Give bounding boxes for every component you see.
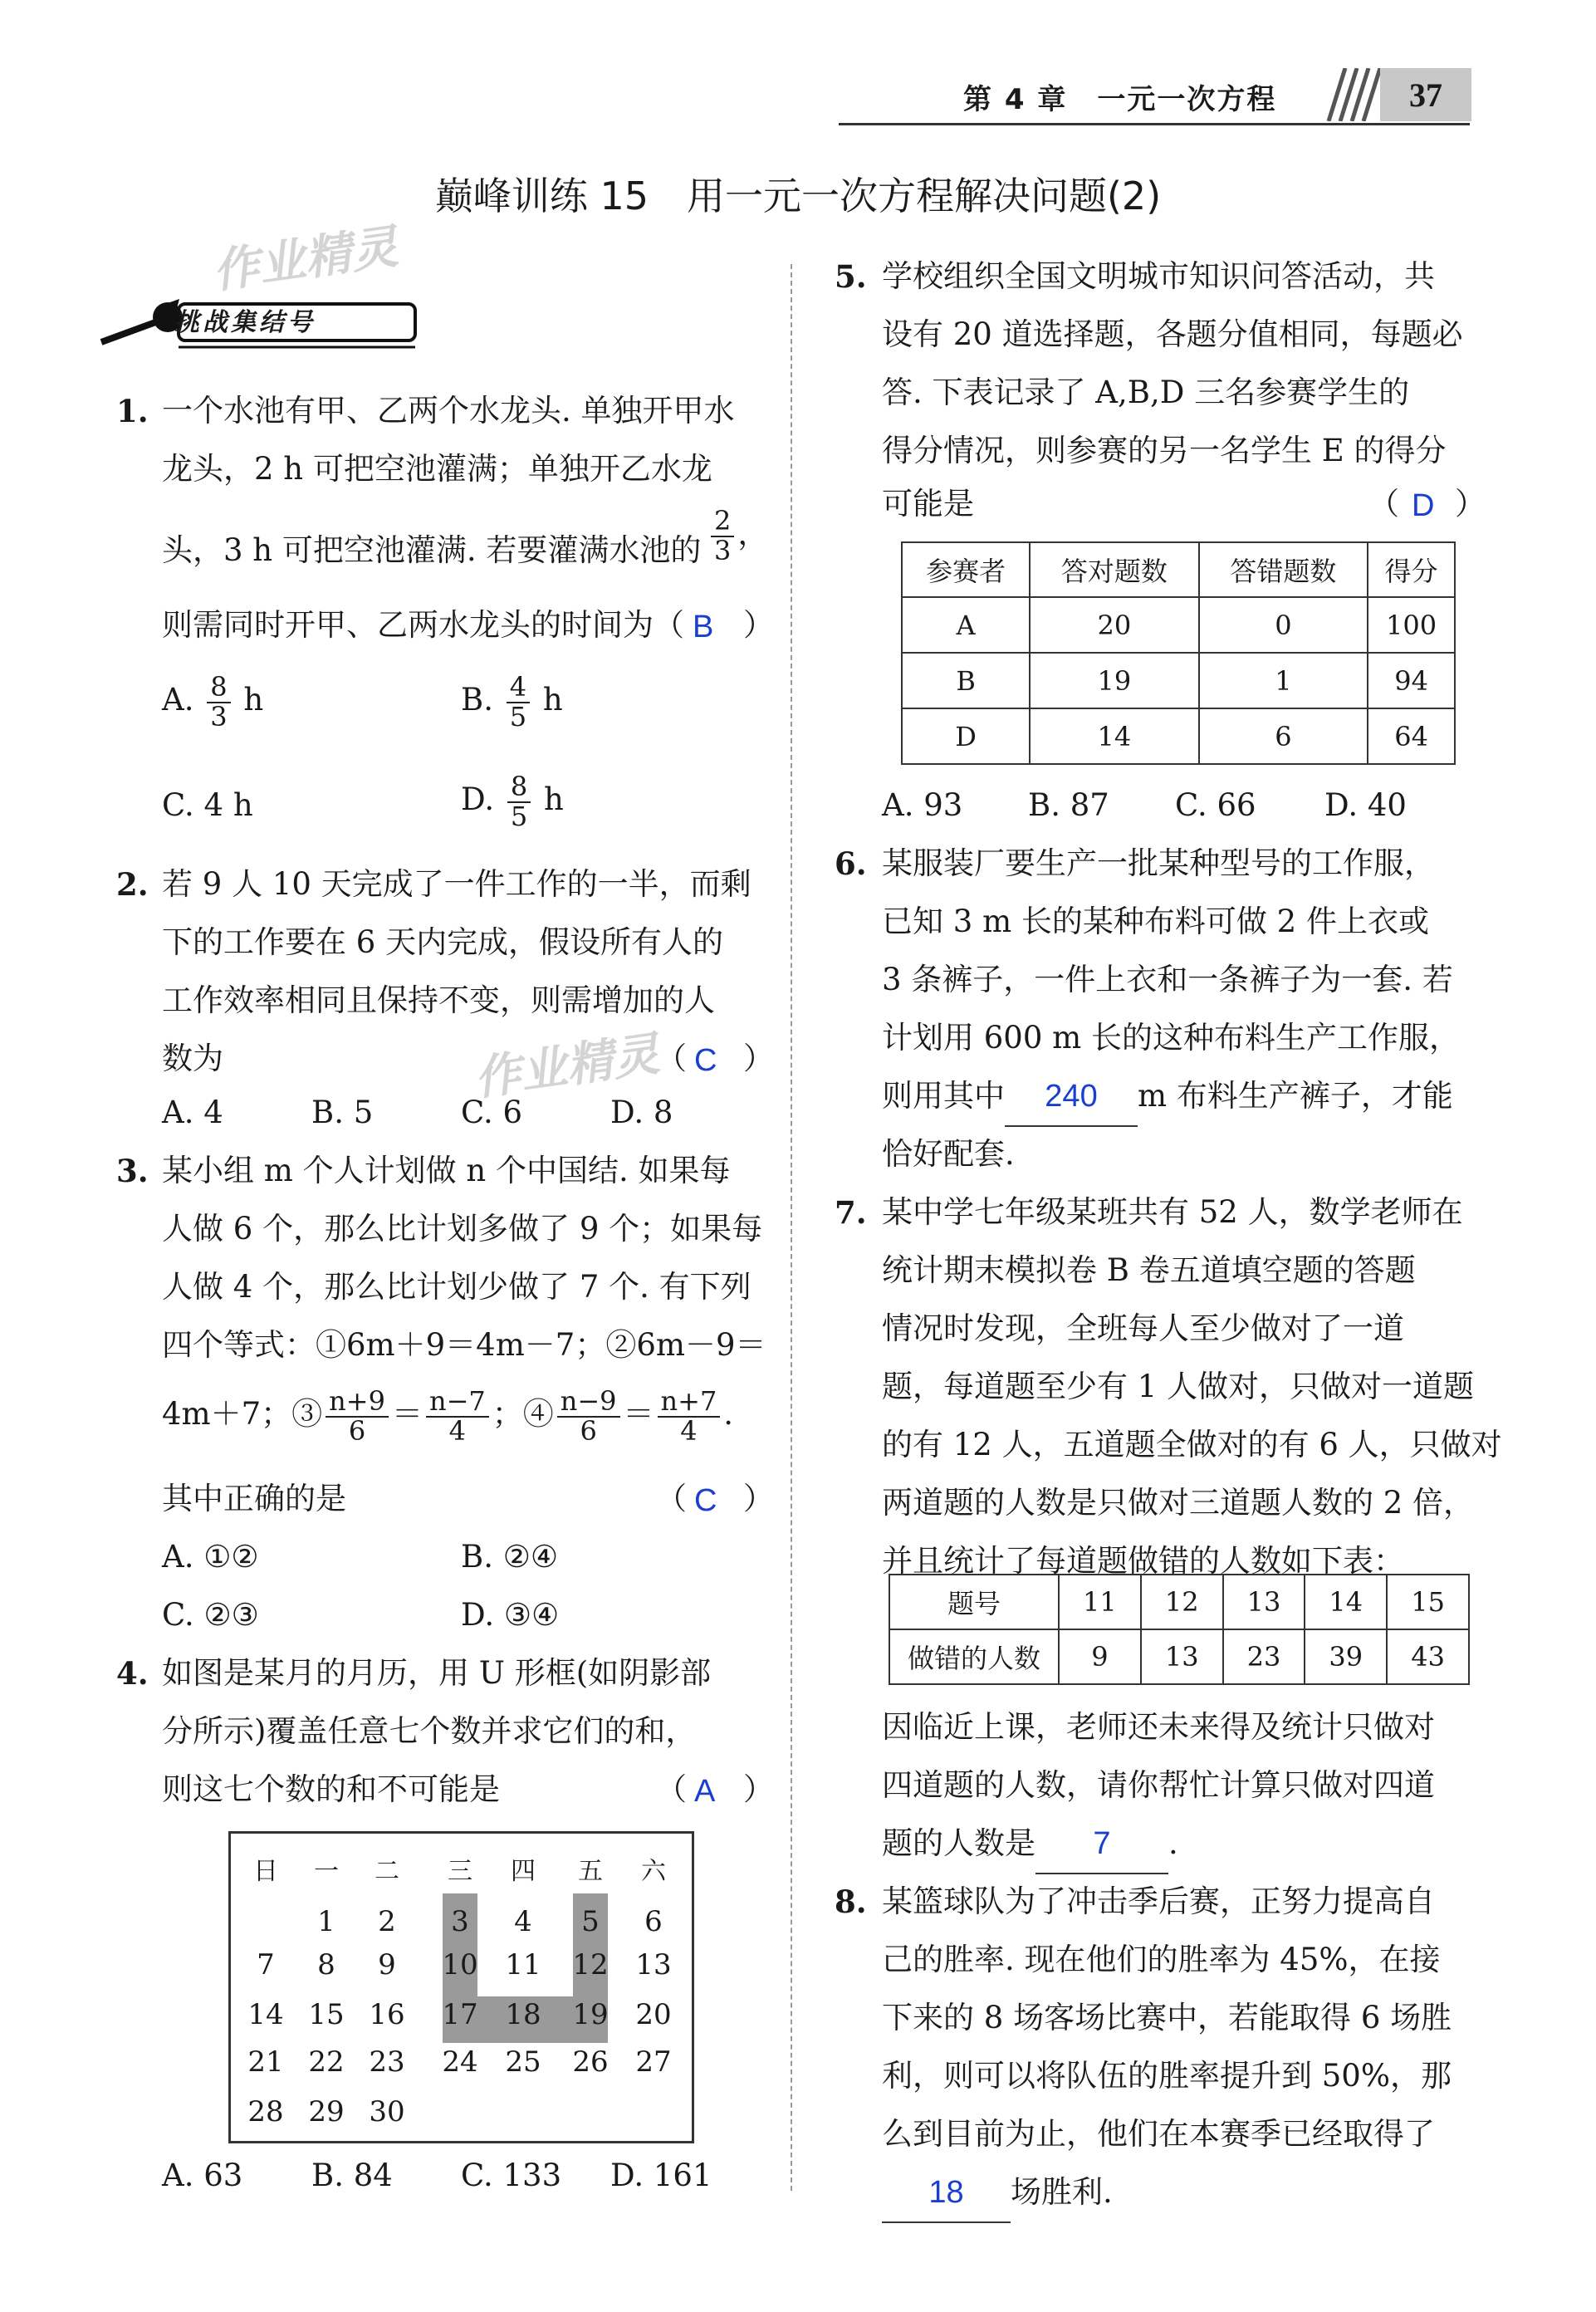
calendar-date: 11 (505, 1948, 541, 1981)
table-cell: 19 (1030, 653, 1198, 708)
calendar-date: 2 (378, 1905, 396, 1938)
question-text-line: 因临近上课，老师还未来得及统计只做对 (882, 1709, 1435, 1745)
calendar-date: 10 (442, 1948, 478, 1981)
table-row (902, 708, 1455, 764)
paren-open: （ (656, 1041, 687, 1076)
calendar-weekday: 四 (511, 1857, 536, 1886)
option-a: A. 63 (162, 2158, 243, 2193)
table-cell: 39 (1305, 1629, 1387, 1684)
question-text-line: 某小组 m 个人计划做 n 个中国结. 如果每 (162, 1153, 731, 1188)
calendar-date: 26 (572, 2045, 609, 2079)
paren-close: ） (743, 607, 774, 643)
option-a: A. ①② (162, 1539, 259, 1575)
option-c: C. 66 (1175, 787, 1256, 823)
question-text-line: 分所示)覆盖任意七个数并求它们的和， (162, 1713, 697, 1749)
calendar-date: 16 (369, 1998, 405, 2031)
calendar-date: 30 (369, 2095, 405, 2128)
table-cell: 23 (1223, 1629, 1305, 1684)
option-c: C. 133 (461, 2158, 562, 2193)
question-text-line: 并且统计了每道题做错的人数如下表： (882, 1543, 1404, 1579)
calendar-date: 24 (442, 2045, 478, 2079)
question-text-line: 人做 6 个，那么比计划多做了 9 个；如果每 (162, 1211, 763, 1247)
option-b: B. ②④ (461, 1539, 559, 1575)
table-cell: A (902, 597, 1030, 653)
calendar-date: 5 (581, 1905, 600, 1938)
question-text-line: 统计期末模拟卷 B 卷五道填空题的答题 (882, 1252, 1416, 1288)
equation-line: 4m＋7；③ $\frac{n+9}{6}$ ＝ $\frac{n-7}{4}$ ；④ $\frac{n-9}{6}$ ＝ $\frac{n+7}{4}$ . (162, 1384, 734, 1447)
question-text-line: 头，3 h 可把空池灌满. 若要灌满水池的 (162, 532, 702, 568)
calendar-date: 21 (247, 2045, 284, 2079)
question-text-line: 学校组织全国文明城市知识问答活动，共 (882, 258, 1435, 294)
calendar-date: 23 (369, 2045, 405, 2079)
question-text-line: 的有 12 人，五道题全做对的有 6 人，只做对 (882, 1427, 1502, 1462)
question-text-line: 计划用 600 m 长的这种布料生产工作服， (882, 1020, 1460, 1056)
calendar-weekday: 一 (314, 1857, 339, 1886)
question-text-line: 某服装厂要生产一批某种型号的工作服， (882, 845, 1435, 881)
question-text-line: 若 9 人 10 天完成了一件工作的一半，而剩 (162, 866, 751, 902)
section-badge-label: 挑战集结号 (174, 308, 316, 337)
watermark: 作业精灵 (471, 1026, 663, 1107)
table-cell: 0 (1199, 597, 1368, 653)
paren-close: ） (743, 1771, 774, 1807)
question-text-line: 其中正确的是 (162, 1481, 346, 1516)
question-number: 6. (835, 845, 867, 882)
paren-close: ） (1455, 486, 1486, 522)
calendar-date: 1 (317, 1905, 335, 1938)
option-a: A. 4 (162, 1095, 223, 1130)
fill-line: 题的人数是 7 . (882, 1815, 1178, 1874)
table-cell: D (902, 708, 1030, 764)
question-text-line: 情况时发现，全班每人至少做对了一道 (882, 1310, 1404, 1346)
calendar-weekday: 五 (578, 1857, 603, 1886)
calendar-date: 17 (442, 1998, 478, 2031)
calendar-date: 18 (505, 1998, 541, 2031)
table-cell: 13 (1141, 1629, 1223, 1684)
question-text-line: 四道题的人数，请你帮忙计算只做对四道 (882, 1767, 1435, 1803)
page-number: 37 (1380, 68, 1471, 121)
calendar-weekday: 日 (253, 1857, 278, 1886)
option-b: B. 5 (311, 1095, 374, 1130)
calendar-weekday: 三 (448, 1857, 472, 1886)
column-divider (791, 264, 792, 2191)
table-header: 得分 (1368, 542, 1455, 597)
fill-line: 则用其中 240 m 布料生产裤子，才能 (882, 1067, 1453, 1127)
calendar-date: 7 (257, 1948, 275, 1981)
question-text-line: 数为 (162, 1041, 223, 1076)
table-cell: 20 (1030, 597, 1198, 653)
table-cell: 题号 (889, 1575, 1059, 1629)
option-b: B. 84 (311, 2158, 393, 2193)
question-text-line: 四个等式：①6m＋9＝4m－7；②6m－9＝ (162, 1327, 766, 1363)
question-text-line: 某篮球队为了冲击季后赛，正努力提高自 (882, 1883, 1435, 1919)
question-number: 5. (835, 258, 867, 295)
chapter-title: 第 4 章 一元一次方程 (963, 83, 1277, 116)
calendar-weekday: 六 (641, 1857, 666, 1886)
question-text-line: 已知 3 m 长的某种布料可做 2 件上衣或 (882, 904, 1429, 939)
table-cell: 94 (1368, 653, 1455, 708)
calendar-date: 14 (247, 1998, 284, 2031)
option-d: D. 8 (610, 1095, 673, 1130)
table-header: 答错题数 (1199, 542, 1368, 597)
calendar-date: 13 (635, 1948, 672, 1981)
answer-choice: A (694, 1774, 716, 1809)
answer-blank: 240 (1005, 1067, 1138, 1127)
calendar-weekday: 二 (375, 1857, 399, 1886)
header-stripes-decoration (1320, 68, 1387, 121)
calendar-date: 28 (247, 2095, 284, 2128)
answer-choice: C (694, 1043, 717, 1078)
calendar-date: 19 (572, 1998, 609, 2031)
paren-open: （ (1368, 486, 1399, 522)
question-number: 3. (116, 1153, 149, 1189)
table-cell: 15 (1387, 1575, 1469, 1629)
answer-choice: D (1412, 488, 1435, 523)
table-cell: 6 (1199, 708, 1368, 764)
table-row (902, 653, 1455, 708)
table-row (889, 1575, 1469, 1629)
question-text-line: 则需同时开甲、乙两水龙头的时间为（ (162, 607, 684, 643)
answer-choice: C (694, 1483, 717, 1518)
wrong-count-table (889, 1574, 1470, 1685)
calendar-figure (228, 1831, 694, 2143)
calendar-date: 27 (635, 2045, 672, 2079)
calendar-date: 22 (308, 2045, 345, 2079)
table-cell: 1 (1199, 653, 1368, 708)
table-cell: 12 (1141, 1575, 1223, 1629)
question-text-line: 两道题的人数是只做对三道题人数的 2 倍， (882, 1485, 1475, 1521)
page-title: 巅峰训练 15 用一元一次方程解决问题(2) (434, 174, 1162, 218)
answer-blank: 18 (882, 2163, 1011, 2223)
question-text-line: 下来的 8 场客场比赛中，若能取得 6 场胜 (882, 2000, 1452, 2035)
calendar-date: 29 (308, 2095, 345, 2128)
table-cell: 64 (1368, 708, 1455, 764)
question-text-line: 一个水池有甲、乙两个水龙头. 单独开甲水 (162, 393, 735, 429)
question-number: 4. (116, 1655, 149, 1692)
question-text-line: 恰好配套. (882, 1136, 1015, 1172)
table-cell: 100 (1368, 597, 1455, 653)
table-cell: 做错的人数 (889, 1629, 1059, 1684)
question-text-line: 某中学七年级某班共有 52 人，数学老师在 (882, 1194, 1463, 1230)
option-d: D. $\frac{8}{5}$ h (461, 770, 564, 832)
question-number: 8. (835, 1883, 867, 1920)
option-d: D. ③④ (461, 1597, 560, 1633)
calendar-date: 6 (644, 1905, 663, 1938)
option-d: D. 161 (610, 2158, 712, 2193)
table-cell: 13 (1223, 1575, 1305, 1629)
option-b: B. $\frac{4}{5}$ h (461, 670, 563, 732)
answer-blank: 7 (1035, 1815, 1168, 1874)
calendar-date: 20 (635, 1998, 672, 2031)
option-b: B. 87 (1028, 787, 1109, 823)
question-number: 7. (835, 1194, 867, 1231)
option-d: D. 40 (1324, 787, 1407, 823)
table-cell: 43 (1387, 1629, 1469, 1684)
calendar-date: 25 (505, 2045, 541, 2079)
table-cell: 11 (1059, 1575, 1141, 1629)
option-a: A. $\frac{8}{3}$ h (162, 670, 264, 732)
paren-close: ） (743, 1481, 774, 1516)
question-text-line: 得分情况，则参赛的另一名学生 E 的得分 (882, 433, 1447, 468)
table-header: 参赛者 (902, 542, 1030, 597)
calendar-date: 9 (378, 1948, 396, 1981)
question-text-line: 题，每道题至少有 1 人做对，只做对一道题 (882, 1369, 1475, 1404)
table-cell: 14 (1305, 1575, 1387, 1629)
paren-open: （ (656, 1771, 687, 1807)
question-text-line: 可能是 (882, 486, 974, 522)
paren-open: （ (656, 1481, 687, 1516)
table-row (902, 597, 1455, 653)
question-number: 1. (116, 393, 149, 429)
question-text-line: 下的工作要在 6 天内完成，假设所有人的 (162, 924, 724, 960)
score-table (901, 541, 1456, 765)
table-header: 答对题数 (1030, 542, 1198, 597)
question-text-line: 3 条裤子，一件上衣和一条裤子为一套. 若 (882, 962, 1453, 997)
question-number: 2. (116, 866, 149, 903)
answer-choice: B (693, 610, 714, 644)
option-c: C. 6 (461, 1095, 523, 1130)
question-text-line: 工作效率相同且保持不变，则需增加的人 (162, 982, 715, 1018)
header-rule (839, 123, 1470, 125)
question-text-line: 己的胜率. 现在他们的胜率为 45%，在接 (882, 1942, 1441, 1977)
option-c: C. 4 h (162, 787, 253, 823)
table-row (889, 1629, 1469, 1684)
question-text-line: 则这七个数的和不可能是 (162, 1771, 500, 1807)
question-text-line: 么到目前为止，他们在本赛季已经取得了 (882, 2116, 1435, 2152)
table-cell: B (902, 653, 1030, 708)
question-text-line: 设有 20 道选择题，各题分值相同，每题必 (882, 316, 1463, 352)
table-cell: 9 (1059, 1629, 1141, 1684)
question-text-line: 如图是某月的月历，用 U 形框(如阴影部 (162, 1655, 712, 1691)
option-c: C. ②③ (162, 1597, 259, 1633)
question-text-line: 人做 4 个，那么比计划少做了 7 个. 有下列 (162, 1269, 751, 1305)
fraction: $\frac{2}{3}$ ， (707, 505, 768, 565)
paren-close: ） (743, 1041, 774, 1076)
table-cell: 14 (1030, 708, 1198, 764)
calendar-date: 15 (308, 1998, 345, 2031)
calendar-date: 12 (572, 1948, 609, 1981)
question-text-line: 利，则可以将队伍的胜率提升到 50%，那 (882, 2058, 1452, 2094)
question-text-line: 答. 下表记录了 A,B,D 三名参赛学生的 (882, 375, 1410, 410)
fill-line: 18 场胜利. (882, 2163, 1113, 2223)
calendar-date: 8 (317, 1948, 335, 1981)
calendar-date: 3 (451, 1905, 469, 1938)
question-text-line: 龙头，2 h 可把空池灌满；单独开乙水龙 (162, 451, 712, 487)
calendar-date: 4 (514, 1905, 532, 1938)
watermark: 作业精灵 (209, 219, 402, 300)
option-a: A. 93 (882, 787, 963, 823)
